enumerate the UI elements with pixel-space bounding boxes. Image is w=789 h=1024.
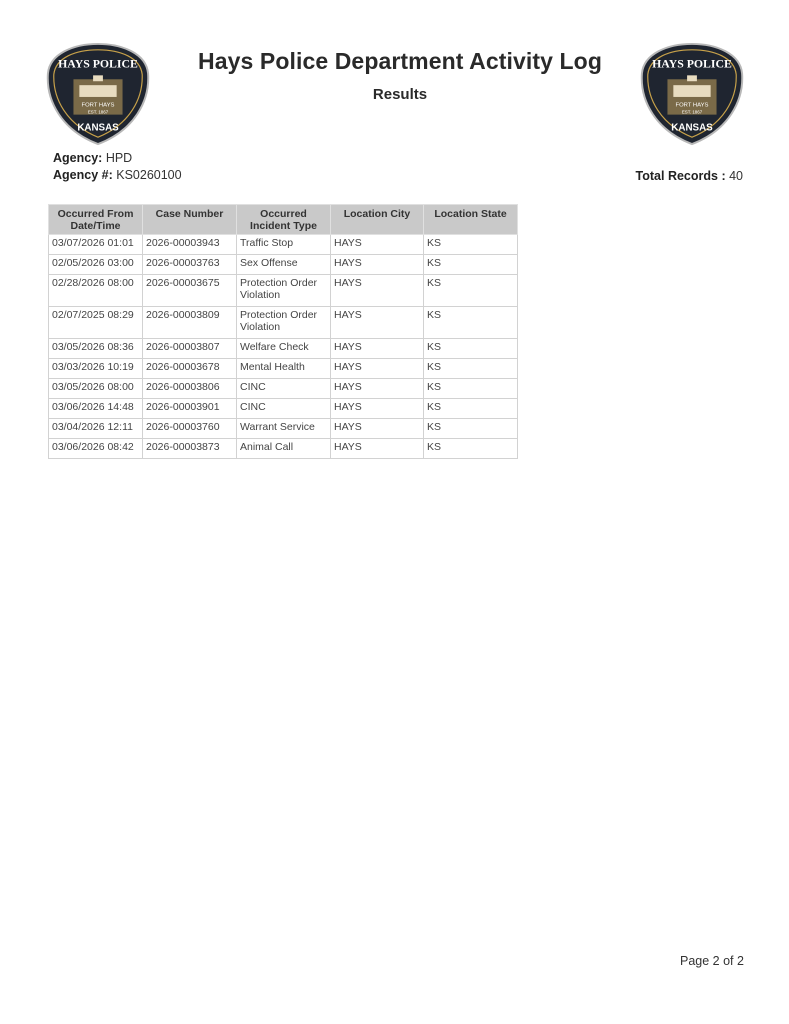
page-number: Page 2 of 2 (680, 954, 744, 968)
table-cell: HAYS (331, 359, 424, 379)
table-cell: 2026-00003809 (143, 307, 237, 339)
table-cell: 2026-00003873 (143, 439, 237, 459)
total-records (636, 169, 743, 183)
svg-text:EST. 1867: EST. 1867 (681, 109, 703, 115)
svg-text:FORT HAYS: FORT HAYS (675, 102, 709, 109)
table-cell: HAYS (331, 235, 424, 255)
table-cell: 2026-00003807 (143, 339, 237, 359)
table-cell: 03/07/2026 01:01 (49, 235, 143, 255)
agency-name-line (53, 151, 132, 165)
svg-text:KANSAS: KANSAS (671, 122, 713, 134)
table-cell: HAYS (331, 379, 424, 399)
table-cell: HAYS (331, 339, 424, 359)
table-cell: 02/07/2025 08:29 (49, 307, 143, 339)
hays-police-badge-right (638, 40, 746, 148)
table-cell: CINC (237, 399, 331, 419)
table-row (49, 339, 518, 359)
table-cell: CINC (237, 379, 331, 399)
table-cell: 02/05/2026 03:00 (49, 255, 143, 275)
hays-police-badge-left (44, 40, 152, 148)
table-cell: 03/03/2026 10:19 (49, 359, 143, 379)
table-cell: HAYS (331, 275, 424, 307)
column-header: Case Number (143, 205, 237, 235)
table-cell: 2026-00003763 (143, 255, 237, 275)
table-cell: 2026-00003806 (143, 379, 237, 399)
table-cell: 03/05/2026 08:00 (49, 379, 143, 399)
total-records-value: 40 (729, 169, 743, 183)
table-cell: KS (424, 339, 518, 359)
agency-number-label: Agency #: (53, 168, 113, 182)
activity-log-table (48, 204, 518, 459)
table-cell: HAYS (331, 255, 424, 275)
svg-text:FORT HAYS: FORT HAYS (81, 102, 115, 109)
table-cell: 02/28/2026 08:00 (49, 275, 143, 307)
table-cell: HAYS (331, 439, 424, 459)
total-records-label: Total Records : (635, 169, 726, 183)
svg-text:KANSAS: KANSAS (77, 122, 119, 134)
table-cell: KS (424, 359, 518, 379)
table-cell: KS (424, 275, 518, 307)
column-header: Occurred From Date/Time (49, 205, 143, 235)
table-cell: 03/05/2026 08:36 (49, 339, 143, 359)
table-cell: Welfare Check (237, 339, 331, 359)
table-cell: HAYS (331, 419, 424, 439)
table-cell: KS (424, 255, 518, 275)
table-row (49, 275, 518, 307)
table-cell: 03/06/2026 08:42 (49, 439, 143, 459)
table-cell: Protection Order Violation (237, 275, 331, 307)
table-cell: Mental Health (237, 359, 331, 379)
column-header: Location City (331, 205, 424, 235)
table-cell: KS (424, 379, 518, 399)
table-row (49, 307, 518, 339)
report-subtitle: Results (372, 86, 428, 103)
table-cell: HAYS (331, 399, 424, 419)
table-cell: Sex Offense (237, 255, 331, 275)
table-cell: 2026-00003678 (143, 359, 237, 379)
agency-name-value: HPD (105, 151, 133, 165)
svg-text:HAYS POLICE: HAYS POLICE (652, 57, 732, 71)
column-header: Location State (424, 205, 518, 235)
table-cell: HAYS (331, 307, 424, 339)
table-row (49, 379, 518, 399)
table-cell: Warrant Service (237, 419, 331, 439)
table-cell: 03/06/2026 14:48 (49, 399, 143, 419)
table-row (49, 359, 518, 379)
table-cell: KS (424, 399, 518, 419)
table-row (49, 439, 518, 459)
table-cell: KS (424, 235, 518, 255)
agency-number-line (53, 168, 182, 182)
table-cell: KS (424, 439, 518, 459)
column-header: Occurred Incident Type (237, 205, 331, 235)
table-row (49, 399, 518, 419)
table-row (49, 419, 518, 439)
table-cell: KS (424, 307, 518, 339)
table-cell: 2026-00003675 (143, 275, 237, 307)
table-cell: Animal Call (237, 439, 331, 459)
agency-name-label: Agency: (53, 151, 103, 165)
table-cell: 03/04/2026 12:11 (49, 419, 143, 439)
svg-text:HAYS POLICE: HAYS POLICE (58, 57, 138, 71)
table-cell: 2026-00003901 (143, 399, 237, 419)
table-row (49, 235, 518, 255)
report-title: Hays Police Department Activity Log (198, 48, 602, 74)
table-cell: 2026-00003943 (143, 235, 237, 255)
svg-text:EST. 1867: EST. 1867 (87, 109, 109, 115)
table-cell: Traffic Stop (237, 235, 331, 255)
table-header-row (49, 205, 518, 235)
table-cell: Protection Order Violation (237, 307, 331, 339)
agency-number-value: KS0260100 (116, 168, 182, 182)
table-cell: KS (424, 419, 518, 439)
table-row (49, 255, 518, 275)
table-cell: 2026-00003760 (143, 419, 237, 439)
